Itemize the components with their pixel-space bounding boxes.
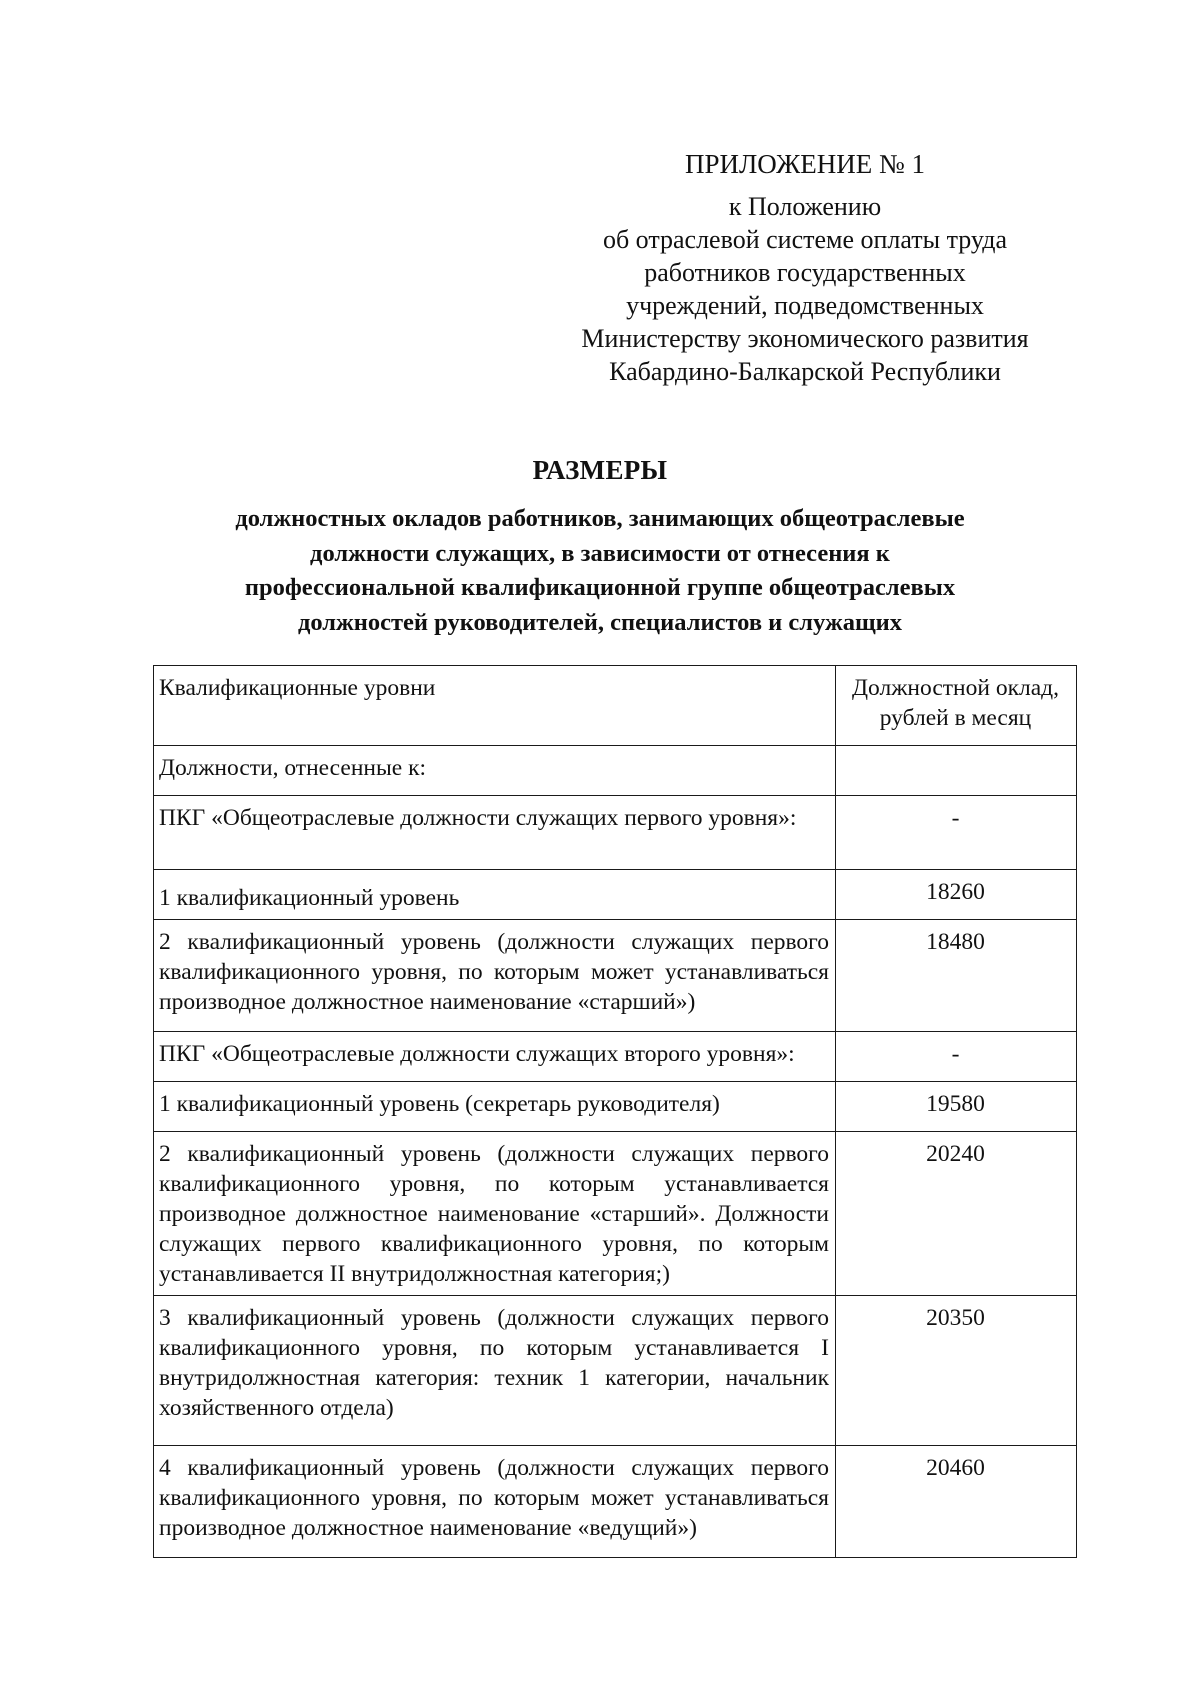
- row-label: 2 квалификационный уровень (должности служащих первого квалификационного уровня, по которым может устанавливаться производное должностное наименование «старший»): [154, 920, 836, 1032]
- row-value: 20240: [836, 1132, 1077, 1296]
- column-header-levels: Квалификационные уровни: [154, 666, 836, 746]
- document-title: РАЗМЕРЫ: [532, 455, 668, 485]
- row-value: 18260: [836, 870, 1077, 920]
- appendix-line: об отраслевой системе оплаты труда: [602, 225, 1008, 254]
- row-label: 4 квалификационный уровень (должности служащих первого квалификационного уровня, по которым может устанавливаться производное должностное наименование «ведущий»): [154, 1446, 836, 1558]
- row-label: ПКГ «Общеотраслевые должности служащих второго уровня»:: [154, 1032, 836, 1082]
- row-label: 1 квалификационный уровень: [154, 870, 836, 920]
- table-header-row: [154, 666, 1077, 746]
- table-row: [154, 1296, 1077, 1446]
- row-value: 20460: [836, 1446, 1077, 1558]
- document-subtitle: [120, 502, 1080, 640]
- row-value: -: [836, 1032, 1077, 1082]
- appendix-line: Кабардино-Балкарской Республики: [609, 357, 1001, 386]
- appendix-reference: [540, 190, 1070, 388]
- row-label: Должности, отнесенные к:: [154, 746, 836, 796]
- appendix-line: работников государственных: [644, 258, 966, 287]
- column-header-salary-line1: Должностной оклад,: [852, 675, 1059, 701]
- row-label: 1 квалификационный уровень (секретарь руководителя): [154, 1082, 836, 1132]
- row-label: 3 квалификационный уровень (должности служащих первого квалификационного уровня, по которым устанавливается I внутридолжностная категория: техник 1 категории, начальник хозяйственного отдела): [154, 1296, 836, 1446]
- row-label: 2 квалификационный уровень (должности служащих первого квалификационного уровня, по которым устанавливается производное должностное наименование «старший». Должности служащих первого квалификационного уровня, по которым устанавливается II внутридолжностная категория;): [154, 1132, 836, 1296]
- table-row: [154, 796, 1077, 870]
- column-header-salary: [836, 666, 1077, 746]
- table-row: [154, 1446, 1077, 1558]
- table-row: [154, 870, 1077, 920]
- table-row: [154, 1032, 1077, 1082]
- row-label: ПКГ «Общеотраслевые должности служащих первого уровня»:: [154, 796, 836, 870]
- table-row: [154, 920, 1077, 1032]
- column-header-salary-line2: рублей в месяц: [879, 705, 1032, 731]
- table-row: [154, 746, 1077, 796]
- subtitle-line: должностных окладов работников, занимающих общеотраслевые: [235, 505, 965, 532]
- row-value: 19580: [836, 1082, 1077, 1132]
- subtitle-line: профессиональной квалификационной группе общеотраслевых: [244, 574, 956, 601]
- appendix-line: Министерству экономического развития: [581, 324, 1029, 353]
- row-value: -: [836, 796, 1077, 870]
- row-value: 18480: [836, 920, 1077, 1032]
- subtitle-line: должностей руководителей, специалистов и служащих: [297, 608, 903, 636]
- appendix-line: к Положению: [728, 192, 882, 221]
- row-value: 20350: [836, 1296, 1077, 1446]
- subtitle-line: должности служащих, в зависимости от отнесения к: [310, 539, 890, 567]
- row-value: [836, 746, 1077, 796]
- appendix-title: ПРИЛОЖЕНИЕ № 1: [684, 149, 926, 179]
- table-row: [154, 1082, 1077, 1132]
- table-row: [154, 1132, 1077, 1296]
- appendix-line: учреждений, подведомственных: [626, 291, 984, 320]
- salary-table: [153, 665, 1077, 1558]
